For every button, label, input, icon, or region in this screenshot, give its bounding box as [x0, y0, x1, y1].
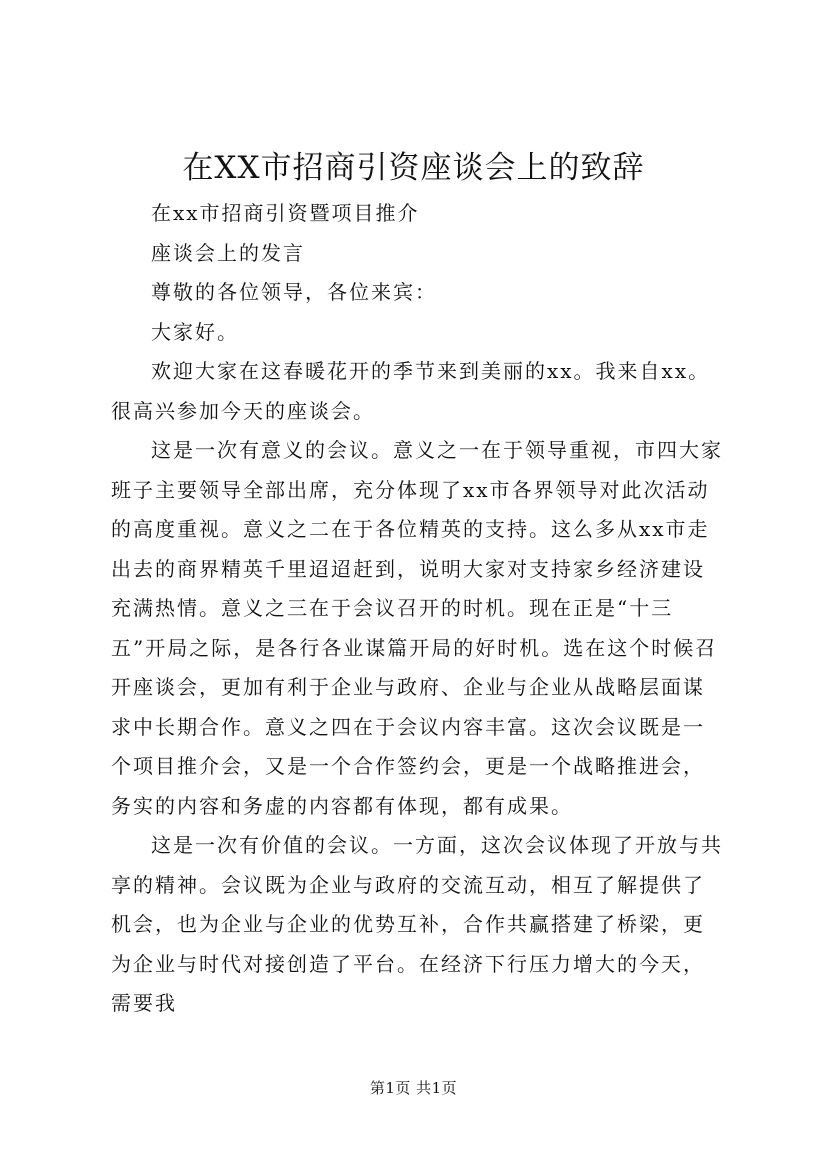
document-body	[111, 194, 723, 1024]
page-footer: 第1页 共1页	[369, 1079, 458, 1097]
salutation: 尊敬的各位领导，各位来宾：	[151, 280, 437, 304]
greeting: 大家好。	[151, 319, 239, 344]
paragraph-2: 座谈会上的发言	[151, 240, 305, 265]
value-paragraph: 这是一次有价值的会议。一方面，这次会议体现了开放与共享的精神。会议既为企业与政府的交流互动，相互了解提供了机会，也为企业与企业的优势互补，合作共赢搭建了桥梁，更为企业与时代对接创造了平台。在经济下行压力增大的今天，需要我	[111, 833, 723, 1015]
document-title: 在XX市招商引资座谈会上的致辞	[182, 150, 645, 186]
paragraph-1: 在xx市招商引资暨项目推介	[151, 201, 420, 225]
meaning-paragraph: 这是一次有意义的会议。意义之一在于领导重视，市四大家班子主要领导全部出席，充分体现了xx市各界领导对此次活动的高度重视。意义之二在于各位精英的支持。这么多从xx市走出去的商界精英千里迢迢赶到，说明大家对支持家乡经济建设充满热情。意义之三在于会议召开的时机。现在正是“十三五”开局之际，是各行各业谋篇开局的好时机。选在这个时候召开座谈会，更加有利于企业与政府、企业与企业从战略层面谋求中长期合作。意义之四在于会议内容丰富。这次会议既是一个项目推介会，又是一个合作签约会，更是一个战略推进会，务实的内容和务虚的内容都有体现，都有成果。	[111, 438, 723, 818]
welcome-paragraph: 欢迎大家在这春暖花开的季节来到美丽的xx。我来自xx。很高兴参加今天的座谈会。	[111, 359, 711, 423]
